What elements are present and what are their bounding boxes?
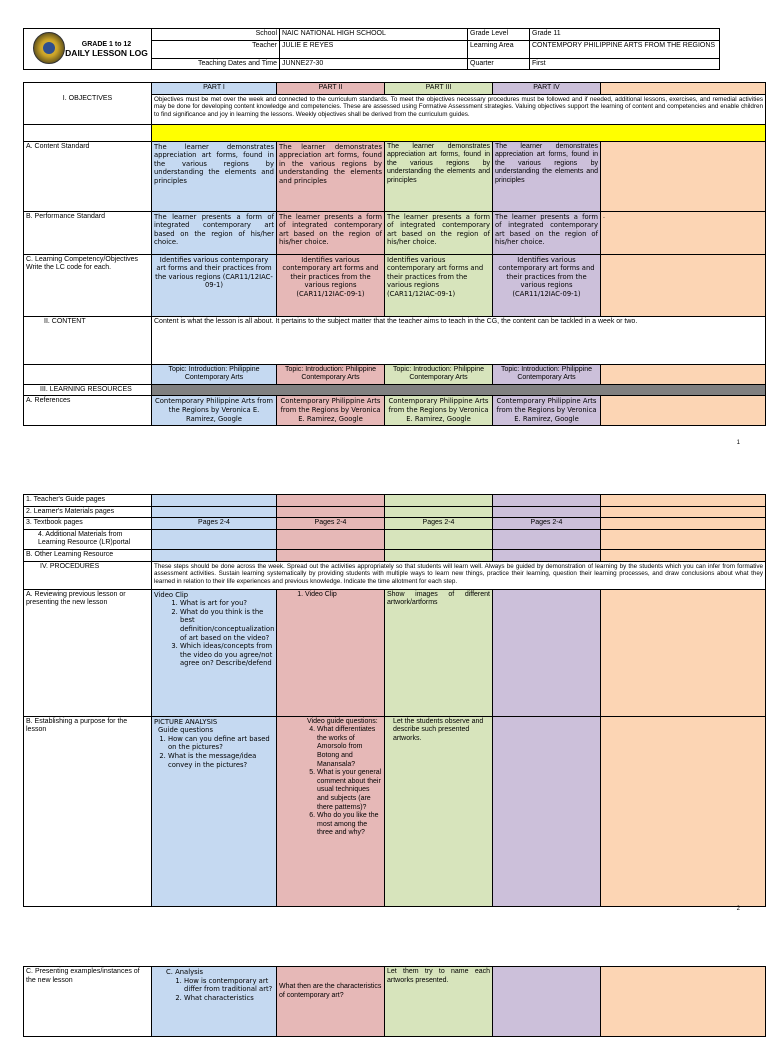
tb-part-3: Pages 2-4 (385, 518, 493, 530)
review-label: A. Reviewing previous lesson or presenting the new lesson (24, 589, 152, 716)
competency-part-4: Identifies various contemporary art forms and their practices from the various regions (CAR11/12IAC-09-1) (493, 254, 601, 316)
page2-table (23, 494, 766, 907)
review-part-3: Show images of different artwork/artforms (385, 589, 493, 716)
performance-standard-part-3: The learner presents a form of integrated contemporary art based on the region of his/her choice. (385, 211, 493, 254)
dates-label: Teaching Dates and Time (152, 58, 280, 70)
purpose-p1-sub: Guide questions (158, 726, 214, 735)
content-standard-label: A. Content Standard (24, 141, 152, 211)
performance-standard-extra: . (601, 211, 766, 254)
references-part-1: Contemporary Philippine Arts from the Regions by Veronica E. Ramirez, Google (152, 396, 277, 426)
page-number-2: 2 (736, 906, 740, 912)
competency-label: C. Learning Competency/Objectives Write the LC code for each. (24, 254, 152, 316)
objectives-highlight (152, 124, 766, 141)
examples-p1-item: 2. What characteristics (184, 994, 274, 1003)
part-1-header: PART I (152, 83, 277, 95)
dates-value: JUNNE27-30 (280, 58, 468, 70)
purpose-p1-title: PICTURE ANALYSIS (154, 717, 218, 726)
resources-label: III. LEARNING RESOURCES (24, 384, 152, 396)
performance-standard-label: B. Performance Standard (24, 211, 152, 254)
references-label: A. References (24, 396, 152, 426)
purpose-part-3: Let the students observe and describe such presented artworks. (385, 716, 493, 906)
olr-label: B. Other Learning Resource (24, 549, 152, 561)
competency-part-2: Identifies various contemporary art forms and their practices from the various regions (CAR11/12IAC-09-1) (277, 254, 385, 316)
examples-p1-item: 1. How is contemporary art differ from traditional art? (184, 977, 274, 994)
examples-part-1 (152, 967, 277, 1037)
content-standard-part-3: The learner demonstrates appreciation art forms, found in the various regions by understanding the elements and principles (385, 141, 493, 211)
header-table (23, 28, 720, 70)
page-number-1: 1 (736, 440, 740, 446)
lr-label: 4. Additional Materials from Learning Resource (LR)portal (24, 529, 152, 549)
review-part-2 (277, 589, 385, 716)
performance-standard-part-1: The learner presents a form of integrated contemporary art based on the region of his/her choice. (152, 211, 277, 254)
review-part-1 (152, 589, 277, 716)
references-part-3: Contemporary Philippine Arts from the Regions by Veronica E. Ramirez, Google (385, 396, 493, 426)
purpose-p2-item: 5. What is your general comment about their usual techniques and subjects (are there patterns)? (317, 769, 382, 812)
purpose-label: B. Establishing a purpose for the lesson (24, 716, 152, 906)
procedures-label: IV. PROCEDURES (24, 561, 152, 589)
purpose-p1-item: 1. How can you define art based on the pictures? (168, 735, 274, 752)
topic-part-3: Topic: Introduction: Philippine Contemporary Arts (385, 364, 493, 384)
references-part-2: Contemporary Philippine Arts from the Regions by Veronica E. Ramirez, Google (277, 396, 385, 426)
purpose-p1-item: 2. What is the message/idea convey in the pictures? (168, 752, 274, 769)
teacher-label: Teacher (152, 40, 280, 58)
examples-part-2: What then are the characteristics of contemporary art? (277, 967, 385, 1037)
content-standard-part-4: The learner demonstrates appreciation art forms, found in the various regions by understanding the elements and principles (493, 141, 601, 211)
tb-part-2: Pages 2-4 (277, 518, 385, 530)
quarter-label: Quarter (468, 58, 530, 70)
lm-label: 2. Learner's Materials pages (24, 506, 152, 518)
examples-label: C. Presenting examples/instances of the new lesson (24, 967, 152, 1037)
quarter-value: First (530, 58, 720, 70)
content-standard-part-2: The learner demonstrates appreciation art forms, found in the various regions by understanding the elements and principles (277, 141, 385, 211)
examples-part-3: Let them try to name each artworks presented. (385, 967, 493, 1037)
review-p1-item: 2. What do you think is the best definition/conceptualization of art based on the video? (180, 608, 274, 642)
part-4-header: PART IV (493, 83, 601, 95)
purpose-p2-item: 4. What differentiates the works of Amorsolo from Botong and Manansala? (317, 726, 382, 769)
content-label: II. CONTENT (24, 316, 152, 364)
performance-standard-part-4: The learner presents a form of integrated contemporary art based on the region of his/her choice. (493, 211, 601, 254)
school-label: School (152, 29, 280, 41)
resources-bar (152, 384, 766, 396)
log-title: DAILY LESSON LOG (65, 48, 148, 59)
part-3-header: PART III (385, 83, 493, 95)
purpose-part-2 (277, 716, 385, 906)
procedures-text: These steps should be done across the week. Spread out the activities appropriately so that students will learn well. Always be guided by demonstration of learning by the students which you can infer from formative assessment activities. Sustain learning systematically by providing students with multiple ways to learn new things, practice their learning, question their learning processes, and draw conclusions about what they learned in relation to their life experiences and previous knowledge. Indicate the time allotment for each step. (152, 561, 766, 589)
topic-part-4: Topic: Introduction: Philippine Contemporary Arts (493, 364, 601, 384)
school-value: NAIC NATIONAL HIGH SCHOOL (280, 29, 468, 41)
grade-level-value: Grade 11 (530, 29, 720, 41)
references-part-4: Contemporary Philippine Arts from the Regions by Veronica E. Ramirez, Google (493, 396, 601, 426)
tb-part-4: Pages 2-4 (493, 518, 601, 530)
objectives-label: I. OBJECTIVES (24, 94, 152, 124)
teacher-value: JULIE E REYES (280, 40, 468, 58)
competency-part-1: Identifies various contemporary art forms and their practices from the various regions (CAR11/12IAC-09-1) (152, 254, 277, 316)
examples-p1-title: C. Analysis (166, 968, 204, 976)
page1-table (23, 82, 766, 426)
learning-area-label: Learning Area (468, 40, 530, 58)
competency-part-3: Identifies various contemporary art forms and their practices from the various regions (CAR11/12IAC-09-1) (385, 254, 493, 316)
grade-title: GRADE 1 to 12 (81, 40, 132, 48)
review-p1-item: 3. Which ideas/concepts from the video do you agree/not agree on? Describe/defend (180, 642, 274, 668)
learning-area-value: CONTEMPORY PHILIPPINE ARTS FROM THE REGIONS (530, 40, 720, 58)
part-2-header: PART II (277, 83, 385, 95)
tb-label: 3. Textbook pages (24, 518, 152, 530)
page3-table (23, 966, 766, 1037)
grade-level-label: Grade Level (468, 29, 530, 41)
tb-part-1: Pages 2-4 (152, 518, 277, 530)
performance-standard-part-2: The learner presents a form of integrated contemporary art based on the region of his/her choice. (277, 211, 385, 254)
purpose-p2-item: 6. Who do you like the most among the three and why? (317, 812, 382, 838)
tg-label: 1. Teacher's Guide pages (24, 495, 152, 507)
content-standard-part-1: The learner demonstrates appreciation art forms, found in the various regions by understanding the elements and principles (152, 141, 277, 211)
purpose-p2-title: Video guide questions: (307, 717, 378, 725)
review-p2-item: 1. Video Clip (305, 591, 382, 600)
review-p1-item: 1. What is art for you? (180, 599, 274, 608)
purpose-part-1 (152, 716, 277, 906)
topic-part-1: Topic: Introduction: Philippine Contemporary Arts (152, 364, 277, 384)
review-p1-title: Video Clip (154, 590, 189, 599)
content-text: Content is what the lesson is all about. It pertains to the subject matter that the teacher aims to teach in the CG, the content can be tackled in a week or two. (152, 316, 766, 364)
objectives-text: Objectives must be met over the week and connected to the curriculum standards. To meet the objectives necessary procedures must be followed and if needed, additional lessons, exercises, and remedial activities may be done for developing content knowledge and competencies. These are assessed using Formative Assessment strategies. Valuing objectives support the learning of content and competencies and enable children to find significance and joy in learning the lessons. Weekly objectives shall be derived from the curriculum guides. (152, 94, 766, 124)
topic-part-2: Topic: Introduction: Philippine Contemporary Arts (277, 364, 385, 384)
